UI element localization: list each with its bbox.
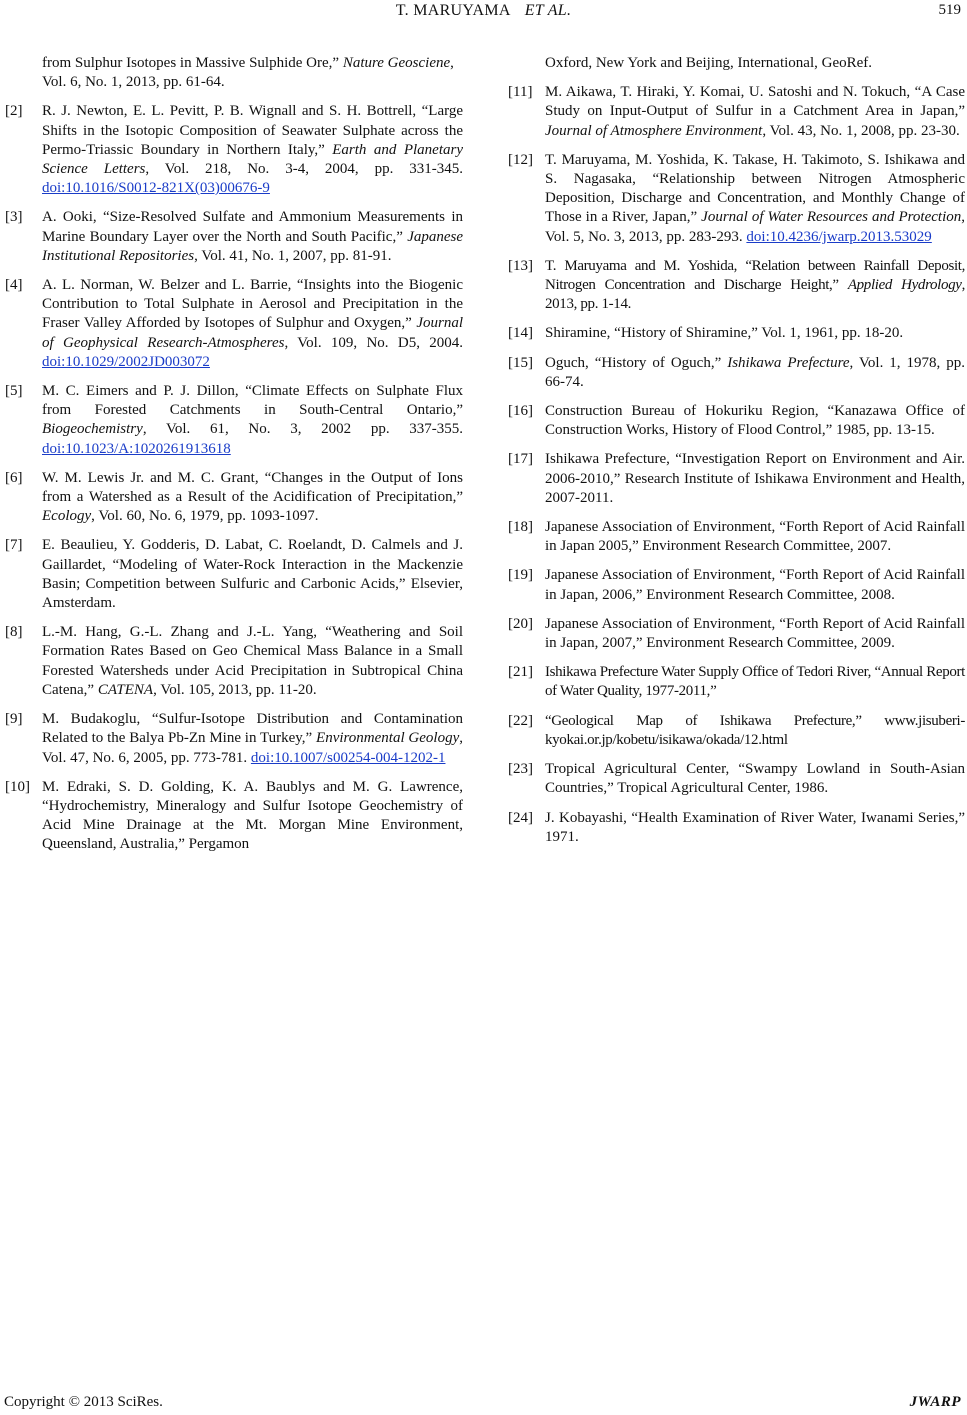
ref-number: [14] <box>508 325 533 342</box>
doi-link[interactable]: doi:10.1029/2002JD003072 <box>42 353 210 370</box>
ref-journal: Environmental Geology <box>316 730 460 747</box>
doi-link[interactable]: doi:10.4236/jwarp.2013.53029 <box>746 228 932 245</box>
reference-21 <box>508 663 965 701</box>
references-left-column <box>5 54 463 865</box>
ref-number: [22] <box>508 712 533 729</box>
ref-details: , Vol. 41, No. 1, 2007, pp. 81-91. <box>194 247 392 264</box>
reference-10 <box>5 778 463 855</box>
reference-14 <box>508 324 965 343</box>
ref-details: , 2013, pp. 1-14. <box>545 277 965 313</box>
running-header <box>0 2 967 20</box>
ref-number: [19] <box>508 567 533 584</box>
reference-12 <box>508 151 965 247</box>
ref-number: [21] <box>508 664 533 681</box>
reference-10-continued <box>508 54 965 73</box>
ref-text: Ishikawa Prefecture Water Supply Office of Tedori River, “Annual Report of Water Quality, 1977-2011,” <box>545 664 965 700</box>
reference-6 <box>5 469 463 527</box>
reference-18 <box>508 518 965 556</box>
ref-text: Japanese Association of Environment, “Forth Report of Acid Rainfall in Japan 2005,” Environment Research Committee, 2007. <box>545 519 965 555</box>
ref-number: [5] <box>5 383 23 400</box>
ref-details: , Vol. 47, No. 6, 2005, pp. 773-781. <box>42 730 463 766</box>
ref-journal: Japanese Institutional Repositories <box>42 228 463 264</box>
reference-4 <box>5 276 463 372</box>
ref-text: E. Beaulieu, Y. Godderis, D. Labat, C. Roelandt, D. Calmels and J. Gaillardet, “Modeling of Water-Rock Interaction in the Mackenzie Basin; Competition between Sulfuric and Carbonic Acids,” Elsevier, Amsterdam. <box>42 537 463 612</box>
ref-number: [23] <box>508 761 533 778</box>
page-number: 519 <box>938 2 961 18</box>
ref-text: T. Maruyama and M. Yoshida, “Relation between Rainfall Deposit, Nitrogen Concentration and Discharge Height,” <box>545 257 965 294</box>
ref-text: A. Ooki, “Size-Resolved Sulfate and Ammonium Measurements in Marine Boundary Layer over the North and South Pacific,” <box>42 209 463 245</box>
ref-number: [9] <box>5 711 23 728</box>
ref-number: [18] <box>508 519 533 536</box>
ref-journal: Journal of Geophysical Research-Atmospheres <box>42 315 463 351</box>
ref-number: [12] <box>508 151 533 168</box>
reference-13 <box>508 257 965 315</box>
ref-number: [3] <box>5 209 23 226</box>
ref-text: T. Maruyama, M. Yoshida, K. Takase, H. Takimoto, S. Ishikawa and S. Nagasaka, “Relationship between Nitrogen Atmospheric Deposition, Discharge and Concentration, and Monthly Change of Those in a River, Japan,” <box>545 151 965 226</box>
reference-17 <box>508 450 965 508</box>
reference-7 <box>5 536 463 613</box>
ref-details: , Vol. 6, No. 1, 2013, pp. 61-64. <box>42 55 454 91</box>
ref-text: A. L. Norman, W. Belzer and L. Barrie, “Insights into the Biogenic Contribution to Total Sulphate in Aerosol and Precipitation in the Fraser Valley Afforded by Isotopes of Sulphur and Oxygen,” <box>42 277 463 332</box>
ref-journal: Journal of Water Resources and Protection <box>701 209 962 226</box>
reference-2 <box>5 102 463 198</box>
ref-text: Oguch, “History of Oguch,” <box>545 354 728 371</box>
ref-text: J. Kobayashi, “Health Examination of River Water, Iwanami Series,” 1971. <box>545 809 965 845</box>
ref-journal: Journal of Atmosphere Environment <box>545 122 763 139</box>
reference-15 <box>508 354 965 392</box>
ref-details: , Vol. 218, No. 3-4, 2004, pp. 331-345. <box>145 161 464 178</box>
reference-24 <box>508 809 965 847</box>
ref-text: M. C. Eimers and P. J. Dillon, “Climate Effects on Sulphate Flux from Forested Catchments in South-Central Ontario,” <box>42 383 463 419</box>
ref-number: [24] <box>508 809 533 826</box>
reference-11 <box>508 83 965 141</box>
ref-text: R. J. Newton, E. L. Pevitt, P. B. Wignall and S. H. Bottrell, “Large Shifts in the Isotopic Composition of Seawater Sulphate across the Permo-Triassic Boundary in Northern Italy,” <box>42 103 463 158</box>
ref-details: , Vol. 61, No. 3, 2002 pp. 337-355. <box>142 421 463 438</box>
reference-20 <box>508 615 965 653</box>
ref-journal: Biogeochemistry <box>42 421 143 438</box>
ref-number: [2] <box>5 103 23 120</box>
reference-16 <box>508 402 965 440</box>
ref-number: [7] <box>5 537 23 554</box>
ref-text: Japanese Association of Environment, “Forth Report of Acid Rainfall in Japan, 2006,” Environment Research Committee, 2008. <box>545 567 965 603</box>
ref-number: [8] <box>5 624 23 641</box>
ref-journal: Applied Hydrology <box>847 277 962 294</box>
ref-text: Japanese Association of Environment, “Forth Report of Acid Rainfall in Japan, 2007,” Environment Research Committee, 2009. <box>545 615 965 652</box>
ref-number: [6] <box>5 469 23 486</box>
ref-text: from Sulphur Isotopes in Massive Sulphide Ore,” <box>42 55 343 71</box>
ref-text: “Geological Map of Ishikawa Prefecture,” www.jisuberi-kyokai.or.jp/kobetu/isikawa/okada/12.html <box>545 712 965 748</box>
ref-number: [20] <box>508 615 533 632</box>
reference-3 <box>5 208 463 266</box>
ref-text: M. Edraki, S. D. Golding, K. A. Baublys and M. G. Lawrence, “Hydrochemistry, Mineralogy and Sulfur Isotope Geochemistry of Acid Mine Drainage at the Mt. Morgan Mine Environment, Queensland, Australia,” Pergamon <box>42 778 463 853</box>
doi-link[interactable]: doi:10.1016/S0012-821X(03)00676-9 <box>42 180 270 197</box>
copyright-footer: Copyright © 2013 SciRes. <box>4 1394 163 1410</box>
doi-link[interactable]: doi:10.1007/s00254-004-1202-1 <box>250 749 446 766</box>
ref-number: [4] <box>5 277 23 294</box>
reference-1-continued <box>5 54 463 92</box>
ref-text: Ishikawa Prefecture, “Investigation Report on Environment and Air. 2006-2010,” Research Institute of Ishikawa Environment and Health, 2007-2011. <box>545 451 965 506</box>
ref-journal: Earth and Planetary Science Letters <box>42 141 463 178</box>
ref-text: Tropical Agricultural Center, “Swampy Lowland in South-Asian Countries,” Tropical Agricultural Center, 1986. <box>545 761 965 797</box>
ref-journal: CATENA <box>97 681 154 698</box>
ref-number: [16] <box>508 403 533 420</box>
header-et-al: ET AL. <box>524 2 572 19</box>
reference-8 <box>5 623 463 700</box>
ref-text: Construction Bureau of Hokuriku Region, “Kanazawa Office of Construction Works, History of Flood Control,” 1985, pp. 13-15. <box>545 403 965 439</box>
ref-number: [17] <box>508 451 533 468</box>
ref-details: , Vol. 43, No. 1, 2008, pp. 23-30. <box>762 122 960 139</box>
ref-text: W. M. Lewis Jr. and M. C. Grant, “Changes in the Output of Ions from a Watershed as a Result of the Acidification of Precipitation,” <box>42 469 463 506</box>
header-author: T. MARUYAMA <box>395 2 511 19</box>
ref-text: Oxford, New York and Beijing, International, GeoRef. <box>545 55 873 71</box>
ref-number: [13] <box>508 257 533 274</box>
ref-details: , Vol. 60, No. 6, 1979, pp. 1093-1097. <box>91 508 319 525</box>
ref-journal: Ishikawa Prefecture <box>727 354 850 371</box>
ref-number: [15] <box>508 354 533 371</box>
ref-journal: Ecology <box>42 508 92 525</box>
ref-details: , Vol. 1, 1978, pp. 66-74. <box>545 354 966 390</box>
ref-details: , Vol. 105, 2013, pp. 11-20. <box>153 681 317 698</box>
reference-5 <box>5 382 463 459</box>
ref-text: M. Aikawa, T. Hiraki, Y. Komai, U. Satoshi and N. Tokuch, “A Case Study on Input-Output of Sulfur in a Catchment Area in Japan,” <box>545 84 965 120</box>
doi-link[interactable]: doi:10.1023/A:1020261913618 <box>42 440 231 457</box>
ref-text: L.-M. Hang, G.-L. Zhang and J.-L. Yang, “Weathering and Soil Formation Rates Based on Geo Chemical Mass Balance in a Small Forested Watersheds under Acid Precipitation in Subtropical China Catena,” <box>42 624 463 698</box>
reference-19 <box>508 566 965 604</box>
ref-number: [10] <box>5 778 30 795</box>
reference-9 <box>5 710 463 768</box>
journal-abbreviation: JWARP <box>909 1394 961 1410</box>
references-right-column <box>508 54 965 857</box>
ref-journal: Nature Geosciene <box>342 55 451 71</box>
reference-23 <box>508 760 965 798</box>
ref-details: , Vol. 5, No. 3, 2013, pp. 283-293. <box>545 209 965 245</box>
ref-details: , Vol. 109, No. D5, 2004. <box>284 334 464 351</box>
reference-22 <box>508 712 965 750</box>
ref-text: M. Budakoglu, “Sulfur-Isotope Distribution and Contamination Related to the Balya Pb-Zn Mine in Turkey,” <box>42 711 463 747</box>
ref-text: Shiramine, “History of Shiramine,” Vol. 1, 1961, pp. 18-20. <box>545 325 904 342</box>
ref-number: [11] <box>508 84 533 101</box>
